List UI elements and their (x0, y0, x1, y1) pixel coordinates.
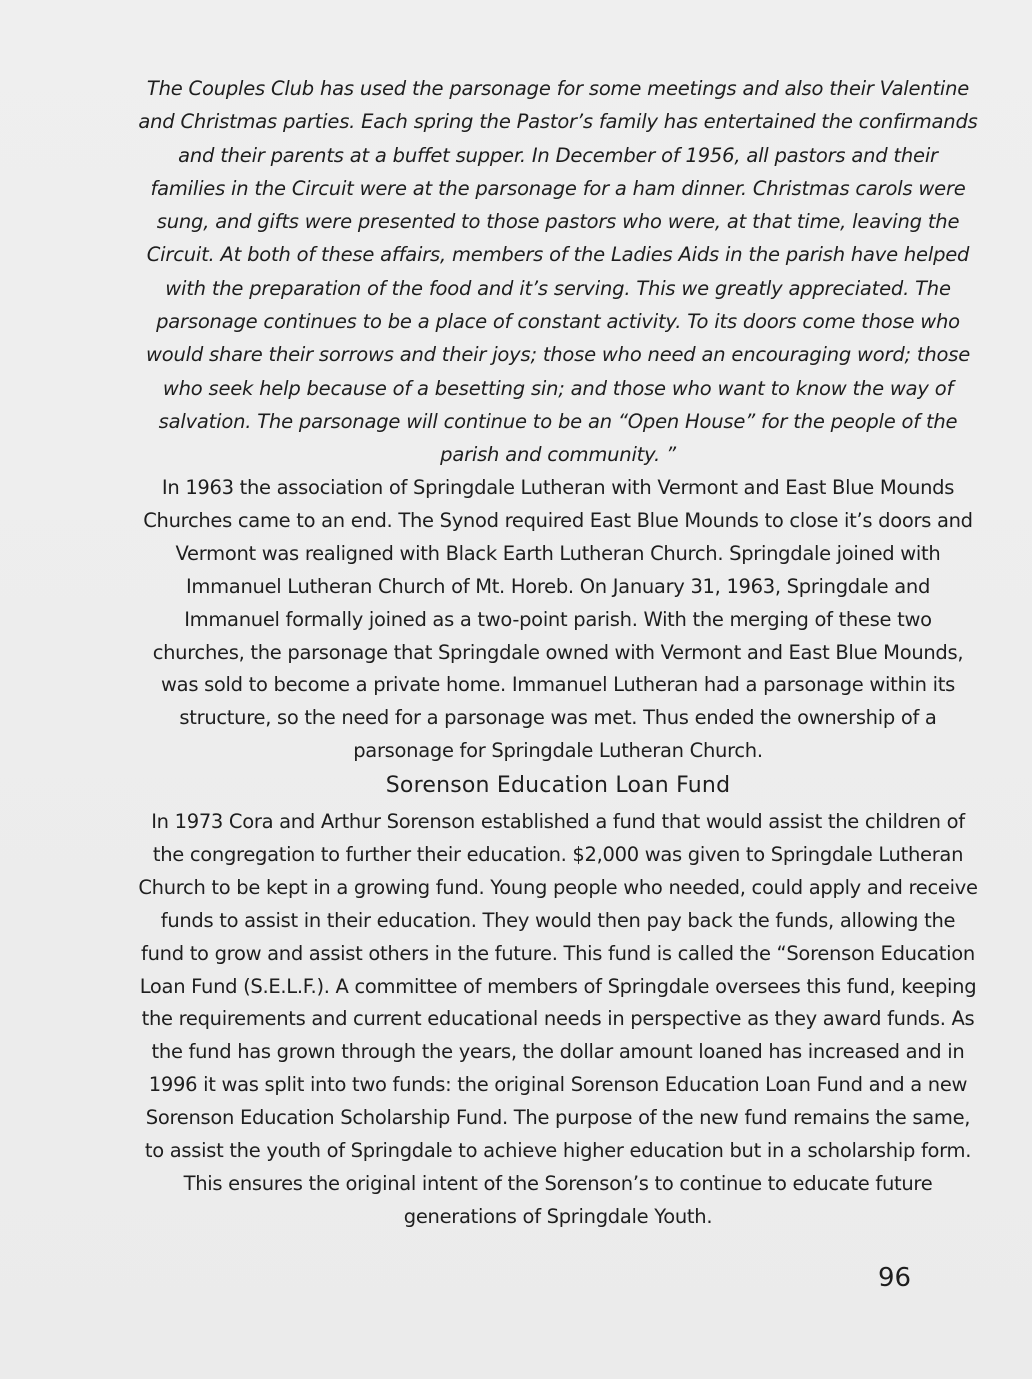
section-title: Sorenson Education Loan Fund (385, 773, 731, 798)
paragraph-1963-association: In 1963 the association of Springdale Lutheran with Vermont and East Blue Mounds Churches came to an end. The Synod required East Blue Mounds to close it’s doors and Vermont was realigned with Black Earth Lutheran Church. Springdale joined with Immanuel Lutheran Church of Mt. Horeb. On January 31, 1963, Springdale and Immanuel formally joined as a two-point parish. With the merging of these two churches, the parsonage that Springdale owned with Vermont and East Blue Mounds, was sold to become a private home. Immanuel Lutheran had a parsonage within its structure, so the need for a parsonage was met. Thus ended the ownership of a parsonage for Springdale Lutheran Church. (143, 476, 973, 763)
page-number: 96 (878, 1263, 912, 1293)
quoted-parsonage-paragraph: The Couples Club has used the parsonage for some meetings and also their Valentine and Christmas parties. Each spring the Pastor’s family has entertained the confirmands and their parents at a buffet supper. In December of 1956, all pastors and their families in the Circuit were at the parsonage for a ham dinner. Christmas carols were sung, and gifts were presented to those pastors who were, at that time, leaving the Circuit. At both of these affairs, members of the Ladies Aids in the parish have helped with the preparation of the food and it’s serving. This we greatly appreciated. The parsonage continues to be a place of constant activity. To its doors come those who would share their sorrows and their joys; those who need an encouraging word; those who seek help because of a besetting sin; and those who want to know the way of salvation. The parsonage will continue to be an “Open House” for the people of the parish and community. ” (138, 77, 978, 467)
paragraph-education-fund: In 1973 Cora and Arthur Sorenson established a fund that would assist the children of the congregation to further their education. $2,000 was given to Springdale Lutheran Church to be kept in a growing fund. Young people who needed, could apply and receive funds to assist in their education. They would then pay back the funds, allowing the fund to grow and assist others in the future. This fund is called the “Sorenson Education Loan Fund (S.E.L.F.). A committee of members of Springdale oversees this fund, keeping the requirements and current educational needs in perspective as they award funds. As the fund has grown through the years, the dollar amount loaned has increased and in 1996 it was split into two funds: the original Sorenson Education Loan Fund and a new Sorenson Education Scholarship Fund. The purpose of the new fund remains the same, to assist the youth of Springdale to achieve higher education but in a scholarship form. This ensures the original intent of the Sorenson’s to continue to educate future generations of Springdale Youth. (138, 810, 978, 1228)
